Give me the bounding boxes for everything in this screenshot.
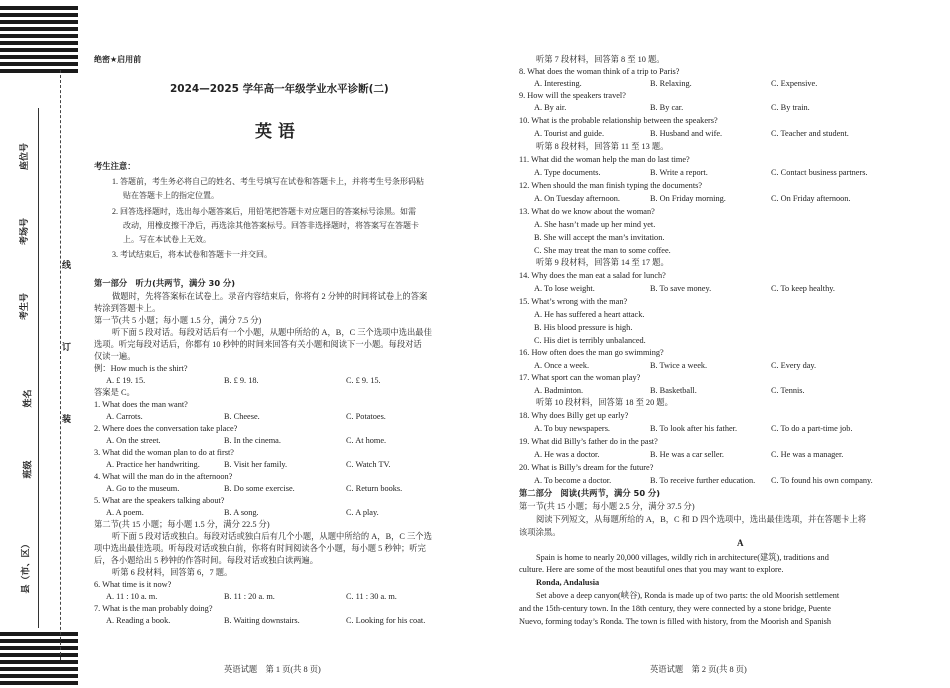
binding-stripe [0,6,78,10]
example-question: 例：How much is the shirt? [94,364,188,373]
subject-title: 英 语 [255,122,295,142]
q17-option-b: B. Basketball. [650,386,697,395]
page-footer-left: 英语试题 第 1 页(共 8 页) [224,665,321,674]
example-option-a: A. £ 19. 15. [106,376,146,385]
q12-option-a: A. On Tuesday afternoon. [534,194,620,203]
passage-line: Set above a deep canyon(峡谷), Ronda is made up of two parts: the old Moorish settlement [536,591,840,600]
question-2: 2. Where does the conversation take place? [94,424,238,433]
q13-option-b: B. She will accept the man’s invitation. [534,233,665,242]
question-20: 20. What is Billy’s dream for the future? [519,463,654,472]
question-10: 10. What is the probable relationship between the speakers? [519,116,718,125]
binding-line [38,108,39,628]
section2-heading: 第二节(共 15 小题；每小题 1.5 分，满分 22.5 分) [94,520,270,529]
example-option-b: B. £ 9. 18. [224,376,259,385]
q19-option-b: B. He was a car seller. [650,450,724,459]
material-7: 听第 7 段材料，回答第 8 至 10 题。 [536,55,665,64]
passage-subheading: Ronda, Andalusia [536,578,600,587]
material-10: 听第 10 段材料，回答第 18 至 20 题。 [536,398,673,407]
q12-option-c: C. On Friday afternoon. [771,194,851,203]
seat-label: 座位号 [20,142,31,171]
question-19: 19. What did Billy’s father do in the past? [519,437,658,446]
q12-option-b: B. On Friday morning. [650,194,726,203]
q17-option-c: C. Tennis. [771,386,805,395]
question-5: 5. What are the speakers talking about? [94,496,225,505]
exam-title: 2024—2025 学年高一年级学业水平诊断(二) [170,83,389,95]
q20-option-b: B. To receive further education. [650,476,756,485]
bind-char: 装 [62,415,72,425]
q1-option-a: A. Carrots. [106,412,143,421]
q3-option-c: C. Watch TV. [346,460,391,469]
passage-line: Nuevo, forming today’s Ronda. The town is filled with history, from the Moorish and Spanish [519,617,832,626]
q6-option-a: A. 11 : 10 a. m. [106,592,158,601]
q3-option-a: A. Practice her handwriting. [106,460,200,469]
q15-option-b: B. His blood pressure is high. [534,323,633,332]
q10-option-b: B. Husband and wife. [650,129,723,138]
q2-option-c: C. At home. [346,436,387,445]
q19-option-a: A. He was a doctor. [534,450,600,459]
passage-line: culture. Here are some of the most beautiful ones that you may want to explore. [519,565,784,574]
binding-stripe [0,34,78,38]
material-9: 听第 9 段材料，回答第 14 至 17 题。 [536,258,669,267]
q20-option-a: A. To become a doctor. [534,476,612,485]
question-15: 15. What’s wrong with the man? [519,297,628,306]
q8-option-b: B. Relaxing. [650,79,692,88]
question-14: 14. Why does the man eat a salad for lunch? [519,271,666,280]
q4-option-c: C. Return books. [346,484,403,493]
question-1: 1. What does the man want? [94,400,188,409]
q14-option-c: C. To keep healthy. [771,284,835,293]
binding-stripe [0,674,78,678]
question-9: 9. How will the speakers travel? [519,91,626,100]
example-option-c: C. £ 9. 15. [346,376,381,385]
q9-option-a: A. By air. [534,103,567,112]
q5-option-b: B. A song. [224,508,259,517]
section2-intro: 后，各小题给出 5 秒钟的作答时间。每段对话或独白读两遍。 [94,556,319,565]
county-label: 县（市、区） [21,539,32,594]
binding-stripe [0,48,78,52]
q17-option-a: A. Badminton. [534,386,584,395]
q8-option-c: C. Expensive. [771,79,818,88]
notice-line: 2. 回答选择题时，选出每小题答案后，用铅笔把答题卡对应题目的答案标号涂黑。如需 [112,207,416,216]
section1-intro: 选项。听完每段对话后，你都有 10 秒钟的时间来回答有关小题和阅读下一小题。每段对话 [94,340,422,349]
student-no-label: 考生号 [20,292,31,321]
passage-line: Spain is home to nearly 20,000 villages, wildly rich in architecture(建筑), traditions and [536,553,829,562]
q18-option-c: C. To do a part-time job. [771,424,853,433]
q8-option-a: A. Interesting. [534,79,582,88]
question-17: 17. What sport can the woman play? [519,373,641,382]
q4-option-b: B. Do some exercise. [224,484,295,493]
binding-stripe [0,646,78,650]
question-3: 3. What did the woman plan to do at first? [94,448,234,457]
name-label: 姓名 [23,389,34,408]
q13-option-c: C. She may treat the man to some coffee. [534,246,671,255]
notice-line: 上。写在本试卷上无效。 [123,235,211,244]
q2-option-b: B. In the cinema. [224,436,281,445]
question-16: 16. How often does the man go swimming? [519,348,664,357]
q18-option-a: A. To buy newspapers. [534,424,611,433]
q7-option-b: B. Waiting downstairs. [224,616,300,625]
q16-option-b: B. Twice a week. [650,361,708,370]
question-7: 7. What is the man probably doing? [94,604,213,613]
section1-intro: 听下面 5 段对话。每段对话后有一个小题，从题中所给的 A，B，C 三个选项中选出最佳 [112,328,432,337]
q14-option-a: A. To lose weight. [534,284,595,293]
part2-heading: 第二部分 阅读(共两节，满分 50 分) [519,488,661,498]
q1-option-c: C. Potatoes. [346,412,386,421]
q10-option-a: A. Tourist and guide. [534,129,605,138]
notice-line: 3. 考试结束后，将本试卷和答题卡一并交回。 [112,250,272,259]
binding-stripe [0,660,78,664]
class-label: 班级 [23,460,34,479]
q2-option-a: A. On the street. [106,436,161,445]
q5-option-a: A. A poem. [106,508,144,517]
passage-line: and the 15th-century town. In the 18th century, they were connected by a stone bridge, Puente [519,604,831,613]
q9-option-b: B. By car. [650,103,684,112]
binding-stripe [0,27,78,31]
question-12: 12. When should the man finish typing the documents? [519,181,703,190]
q1-option-b: B. Cheese. [224,412,260,421]
secret-mark: 绝密★启用前 [94,55,142,64]
notice-line: 1. 答题前，考生务必将自己的姓名、考生号填写在试卷和答题卡上，并将考生号条形码粘 [112,177,424,186]
q11-option-a: A. Type documents. [534,168,601,177]
q5-option-c: C. A play. [346,508,379,517]
line-char: 线 [62,261,72,271]
q4-option-a: A. Go to the museum. [106,484,180,493]
q10-option-c: C. Teacher and student. [771,129,849,138]
question-4: 4. What will the man do in the afternoon? [94,472,233,481]
part2-section1-heading: 第一节(共 15 小题；每小题 2.5 分，满分 37.5 分) [519,502,695,511]
question-18: 18. Why does Billy get up early? [519,411,629,420]
part1-intro: 转涂到答题卡上。 [94,304,161,313]
q6-option-c: C. 11 : 30 a. m. [346,592,397,601]
binding-stripe [0,62,78,66]
q11-option-b: B. Write a report. [650,168,708,177]
section2-intro: 项中选出最佳选项。听每段对话或独白前，你将有时间阅读各个小题，每小题 5 秒钟；听完 [94,544,426,553]
seal-char: 订 [62,343,72,353]
question-13: 13. What do we know about the woman? [519,207,655,216]
q14-option-b: B. To save money. [650,284,712,293]
passage-label: A [737,538,744,548]
binding-stripe [0,20,78,24]
q15-option-a: A. He has suffered a heart attack. [534,310,645,319]
q16-option-a: A. Once a week. [534,361,590,370]
part1-intro: 做题时，先将答案标在试卷上。录音内容结束后，你将有 2 分钟的时间将试卷上的答案 [112,292,428,301]
section1-intro: 仅读一遍。 [94,352,136,361]
binding-stripe [0,681,78,685]
question-6: 6. What time is it now? [94,580,172,589]
part2-section1-intro: 阅读下列短文，从每题所给的 A，B，C 和 D 四个选项中，选出最佳选项，并在答题卡上将 [536,515,867,524]
material-6: 听第 6 段材料，回答第 6，7 题。 [112,568,233,577]
q7-option-a: A. Reading a book. [106,616,171,625]
binding-stripe [0,13,78,17]
question-11: 11. What did the woman help the man do last time? [519,155,690,164]
notice-heading: 考生注意： [94,161,136,171]
q20-option-c: C. To found his own company. [771,476,873,485]
part1-heading: 第一部分 听力(共两节，满分 30 分) [94,278,236,288]
binding-stripe [0,632,78,636]
binding-stripe [0,69,78,73]
q11-option-c: C. Contact business partners. [771,168,868,177]
part2-section1-intro: 该项涂黑。 [519,528,561,537]
binding-stripe [0,55,78,59]
page-footer-right: 英语试题 第 2 页(共 8 页) [650,665,747,674]
q19-option-c: C. He was a manager. [771,450,844,459]
binding-stripe [0,41,78,45]
binding-stripe [0,653,78,657]
binding-stripe [0,639,78,643]
example-answer: 答案是 C。 [94,388,135,397]
material-8: 听第 8 段材料，回答第 11 至 13 题。 [536,142,669,151]
q9-option-c: C. By train. [771,103,810,112]
q7-option-c: C. Looking for his coat. [346,616,426,625]
question-8: 8. What does the woman think of a trip to Paris? [519,67,680,76]
exam-room-label: 考场号 [20,217,31,246]
q3-option-b: B. Visit her family. [224,460,288,469]
q18-option-b: B. To look after his father. [650,424,738,433]
binding-stripe [0,667,78,671]
q6-option-b: B. 11 : 20 a. m. [224,592,275,601]
notice-line: 贴在答题卡上的指定位置。 [123,191,219,200]
q16-option-c: C. Every day. [771,361,817,370]
binding-dashed-line [60,70,62,660]
notice-line: 改动，用橡皮擦干净后，再选涂其他答案标号。回答非选择题时，将答案写在答题卡 [123,221,419,230]
q15-option-c: C. His diet is terribly unbalanced. [534,336,646,345]
section2-intro: 听下面 5 段对话或独白。每段对话或独白后有几个小题，从题中所给的 A，B，C 三个选 [112,532,432,541]
q13-option-a: A. She hasn’t made up her mind yet. [534,220,656,229]
section1-heading: 第一节(共 5 小题；每小题 1.5 分，满分 7.5 分) [94,316,262,325]
